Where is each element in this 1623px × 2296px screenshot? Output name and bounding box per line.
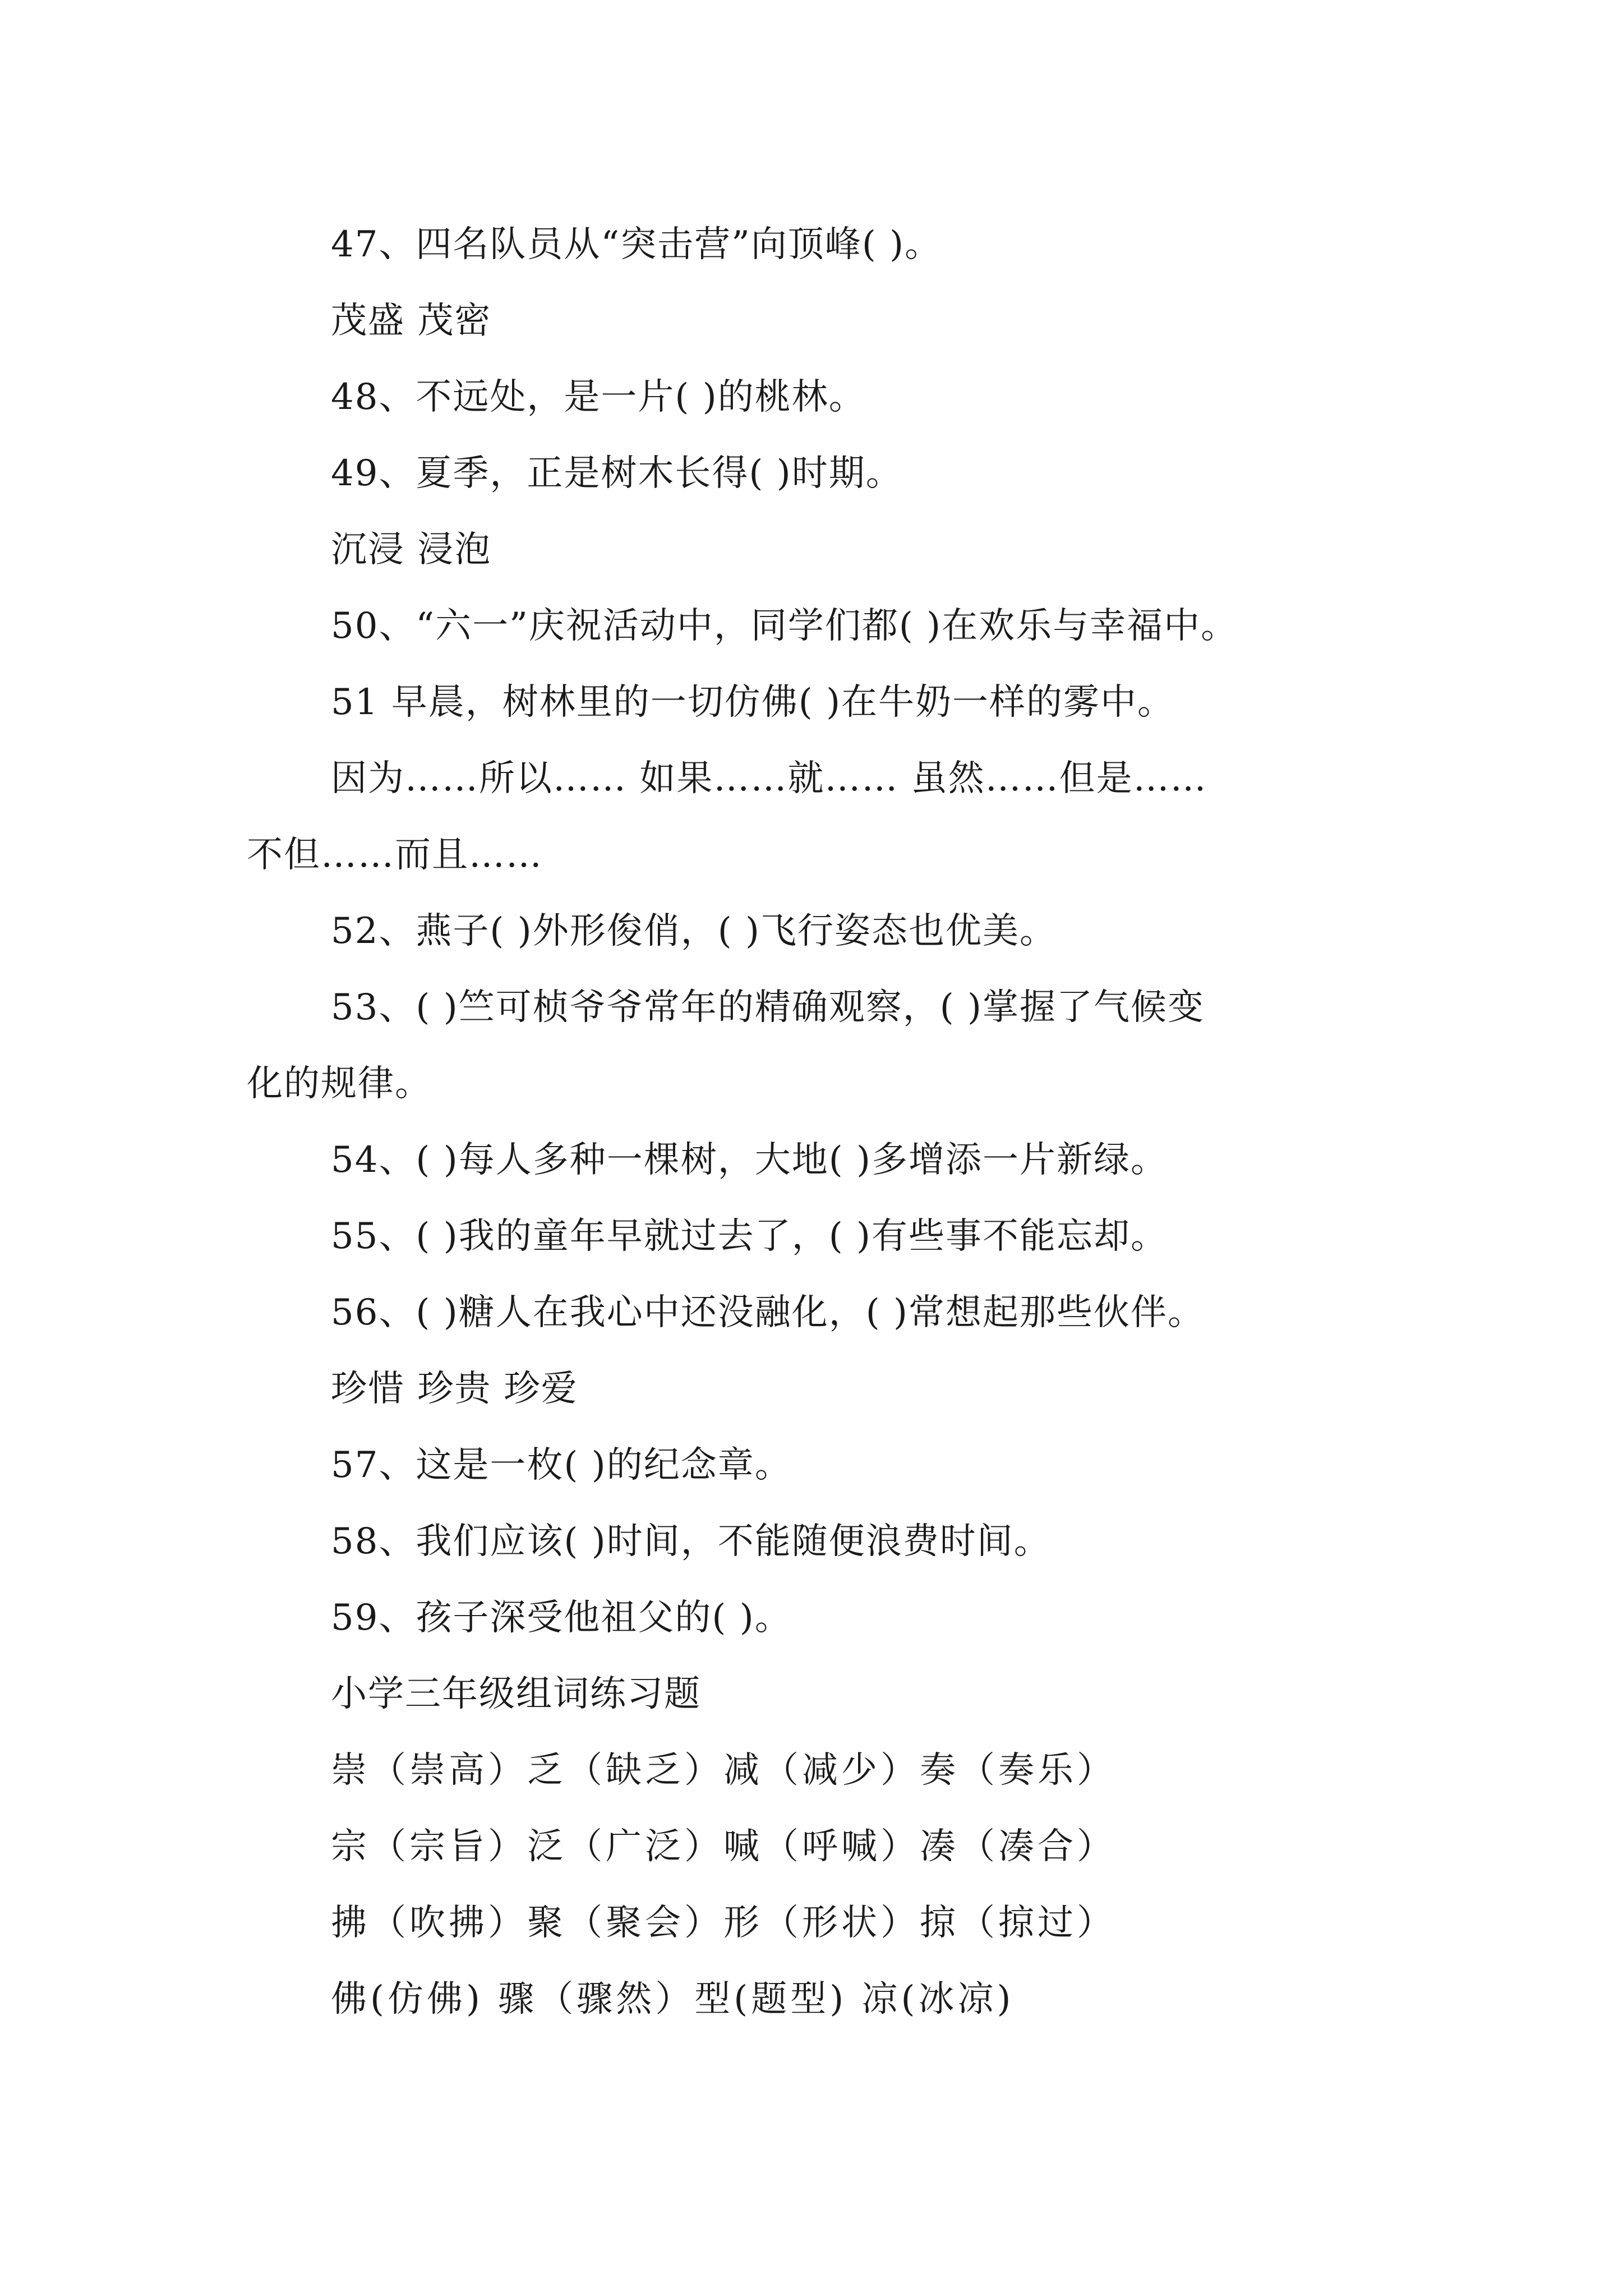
word-choices-zhenxi: 珍惜 珍贵 珍爱 bbox=[331, 1368, 578, 1410]
question-53-continued: 化的规律。 bbox=[247, 1063, 432, 1105]
question-58: 58、我们应该( )时间，不能随便浪费时间。 bbox=[331, 1521, 1051, 1562]
question-57: 57、这是一枚( )的纪念章。 bbox=[331, 1444, 792, 1486]
conjunction-choices: 因为……所以…… 如果……就…… 虽然……但是…… bbox=[331, 758, 1207, 799]
word-choices-maosheng: 茂盛 茂密 bbox=[331, 300, 492, 342]
question-54: 54、( )每人多种一棵树，大地( )多增添一片新绿。 bbox=[331, 1139, 1168, 1181]
question-52: 52、燕子( )外形俊俏，( )飞行姿态也优美。 bbox=[331, 910, 1057, 952]
word-choices-chenjin: 沉浸 浸泡 bbox=[331, 529, 492, 570]
question-48: 48、不远处，是一片( )的桃林。 bbox=[331, 376, 866, 418]
question-53: 53、( )竺可桢爷爷常年的精确观察，( )掌握了气候变 bbox=[331, 987, 1205, 1028]
question-50: 50、“六一”庆祝活动中，同学们都( )在欢乐与幸福中。 bbox=[331, 605, 1238, 647]
conjunction-choices-continued: 不但……而且…… bbox=[247, 834, 543, 876]
word-group-row-3: 拂（吹拂）聚（聚会）形（形状）掠（掠过） bbox=[331, 1902, 1116, 1944]
word-group-row-1: 崇（崇高）乏（缺乏）减（减少）奏（奏乐） bbox=[331, 1750, 1116, 1791]
word-group-row-4: 佛(仿佛) 骤（骤然）型(题型) 凉(冰凉) bbox=[331, 1978, 1015, 2020]
question-51: 51 早晨，树林里的一切仿佛( )在牛奶一样的雾中。 bbox=[331, 682, 1175, 723]
question-59: 59、孩子深受他祖父的( )。 bbox=[331, 1597, 792, 1639]
word-group-row-2: 宗（宗旨）泛（广泛）喊（呼喊）凑（凑合） bbox=[331, 1826, 1116, 1867]
question-56: 56、( )糖人在我心中还没融化，( )常想起那些伙伴。 bbox=[331, 1292, 1205, 1333]
section-heading: 小学三年级组词练习题 bbox=[331, 1673, 701, 1715]
question-47: 47、四名队员从“突击营”向顶峰( )。 bbox=[331, 224, 942, 265]
question-55: 55、( )我的童年早就过去了，( )有些事不能忘却。 bbox=[331, 1216, 1168, 1257]
question-49: 49、夏季，正是树木长得( )时期。 bbox=[331, 453, 903, 494]
